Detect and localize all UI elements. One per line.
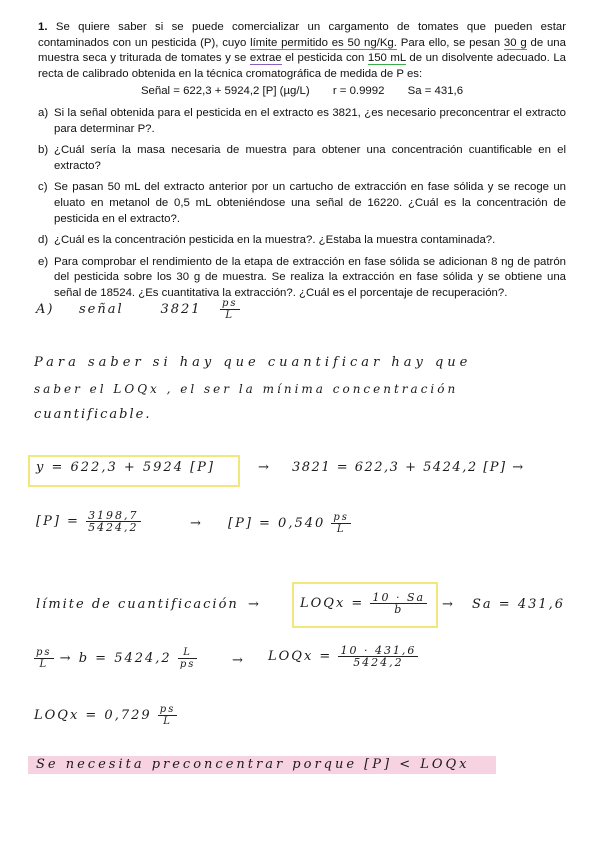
question-label: a) xyxy=(38,106,49,119)
loq-substitution xyxy=(268,645,418,668)
arrow-5: → xyxy=(232,653,245,668)
unit-num: ps xyxy=(36,647,52,658)
intro-text: Para ello, se pesan xyxy=(396,36,504,49)
loq-fraction xyxy=(370,592,427,615)
sa-value: Sa = 431,6 xyxy=(472,597,566,612)
b-unit-left xyxy=(34,647,54,670)
answer-a-line xyxy=(36,298,240,321)
intro-text: Se quiere saber si se puede comercializar un cargamento de tomates que pueden estar contaminados con un pesticida (P), cuyo xyxy=(38,21,566,49)
loq-den: b xyxy=(394,603,404,616)
question-text: Para comprobar el rendimiento de la etapa de extracción en fase sólida se adicionan 8 ng de patrón del pesticida sobre los 30 g de muestra. Se realiza la extracción en fase sólida y se obtiene una señal de 18524. ¿Es cuantitativa la extracción?. ¿Cuál es el porcentaje de recuperación?. xyxy=(54,255,566,299)
p-result: [P] = 0,540 xyxy=(228,516,326,531)
question-text: Se pasan 50 mL del extracto anterior por un cartucho de extracción en fase sólida y se recoge un eluato en metanol de 0,5 mL obteniéndose una señal de 16220. ¿Cuál es la concentración de pesticida en el extracto?. xyxy=(54,181,566,225)
loq-unit xyxy=(158,704,178,727)
question-item xyxy=(38,143,566,174)
p-result-line xyxy=(228,512,351,535)
correlation-text: r = 0.9992 xyxy=(332,85,385,98)
signal-word: señal xyxy=(79,302,124,317)
sa-text: Sa = 431,6 xyxy=(407,85,464,98)
substitution-text: 3821 = 622,3 + 5424,2 [P] xyxy=(292,460,507,475)
question-item xyxy=(38,255,566,302)
question-list xyxy=(38,106,566,302)
loq-lhs: LOQx = xyxy=(300,596,365,611)
intro-text: de una muestra seca y triturada de tomates y se xyxy=(38,36,566,65)
loq-formula xyxy=(300,592,427,615)
loq-result: LOQx = 0,729 xyxy=(34,708,152,723)
unit-num: ps xyxy=(333,512,349,523)
b-line: $\frac{ps}{L}$ → b = 5424,2 $\frac{L}{ps}$ xyxy=(36,647,196,670)
question-text: ¿Cuál sería la masa necesaria de muestra para obtener una concentración cuantificable en el extracto? xyxy=(54,144,566,172)
arrow-2: → xyxy=(190,516,203,531)
b-value: b = 5424,2 xyxy=(78,651,172,666)
calibration-handwritten: y = 622,3 + 5924 [P] xyxy=(36,460,215,475)
loq-num: 10 · Sa xyxy=(372,591,426,604)
arrow-1: → xyxy=(258,460,271,475)
answer-label: A) xyxy=(36,302,55,317)
question-label: e) xyxy=(38,255,49,268)
highlight-volume: 150 mL xyxy=(367,52,406,65)
explanation-line-2: saber el LOQx , el ser la mínima concentración xyxy=(34,382,459,396)
unit-den: ps xyxy=(179,659,196,670)
loq2-lhs: LOQx = xyxy=(268,649,333,664)
unit-den: L xyxy=(163,716,172,727)
problem-statement xyxy=(38,20,566,308)
question-text: Si la señal obtenida para el pesticida en el extracto es 3821, ¿es necesario preconcentrar el extracto para determinar P?. xyxy=(54,106,566,135)
p-unit xyxy=(331,512,351,535)
question-item xyxy=(38,233,566,249)
intro-text: de un disolvente adecuado. La recta de calibrado obtenida en la técnica cromatográfica de medida de P es: xyxy=(38,52,566,80)
p-fraction xyxy=(86,510,141,533)
question-text: ¿Cuál es la concentración pesticida en la muestra?. ¿Estaba la muestra contaminada?. xyxy=(54,234,496,247)
question-label: b) xyxy=(38,144,49,157)
p-lhs: [P] = xyxy=(36,514,80,529)
highlight-extrae: extrae xyxy=(249,52,282,65)
limit-label: límite de cuantificación xyxy=(36,597,239,612)
highlight-limit: límite permitido es 50 ng/Kg. xyxy=(250,36,397,49)
loq-result-line xyxy=(34,704,177,727)
question-item xyxy=(38,106,566,137)
p-calculation xyxy=(36,510,141,533)
explanation-line-3: cuantificable. xyxy=(34,407,152,422)
arrow-4: → xyxy=(442,597,455,612)
conclusion-text: Se necesita preconcentrar porque [P] < LOQx xyxy=(36,757,470,772)
problem-number: 1. xyxy=(38,21,48,33)
loq2-num: 10 · 431,6 xyxy=(340,644,417,657)
question-item xyxy=(38,180,566,227)
unit-fraction xyxy=(220,298,240,321)
unit-num: ps xyxy=(221,298,238,309)
loq2-fraction xyxy=(338,645,418,668)
unit-den: L xyxy=(336,524,346,535)
substitution: 3821 = 622,3 + 5424,2 [P] → xyxy=(292,460,525,475)
loq2-den: 5424,2 xyxy=(353,656,404,669)
p-num: 3198,7 xyxy=(88,509,139,522)
intro-text: el pesticida con xyxy=(281,52,368,65)
explanation-line-1: Para saber si hay que cuantificar hay que xyxy=(34,355,472,370)
highlight-mass: 30 g xyxy=(503,36,527,49)
question-label: d) xyxy=(38,234,49,247)
p-den: 5424,2 xyxy=(88,521,139,534)
unit-den: L xyxy=(39,659,49,670)
unit-num: L xyxy=(178,647,198,659)
question-label: c) xyxy=(38,181,48,194)
problem-intro xyxy=(38,20,566,82)
calibration-equation xyxy=(38,84,566,100)
unit-num: ps xyxy=(159,704,176,715)
unit-den: L xyxy=(225,310,235,321)
equation-text: Señal = 622,3 + 5924,2 [P] (µg/L) xyxy=(140,85,310,98)
arrow-3: → xyxy=(248,597,261,612)
b-unit-right xyxy=(178,647,198,670)
signal-value: 3821 xyxy=(160,302,202,317)
